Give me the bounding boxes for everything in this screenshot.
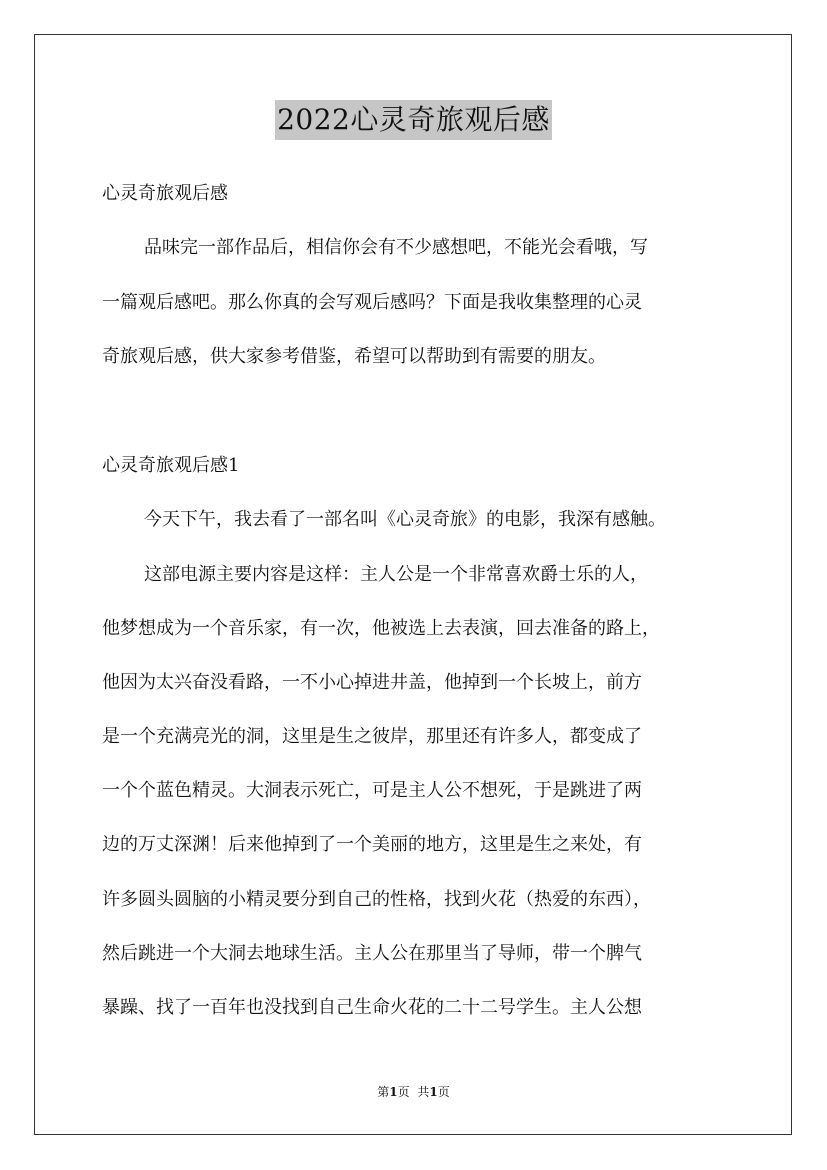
section-heading: 心灵奇旅观后感1 [102, 455, 240, 476]
paragraph-line: 是一个充满亮光的洞，这里是生之彼岸，那里还有许多人，都变成了 [102, 726, 642, 747]
intro-line: 奇旅观后感，供大家参考借鉴，希望可以帮助到有需要的朋友。 [102, 346, 606, 367]
paragraph-line: 然后跳进一个大洞去地球生活。主人公在那里当了导师，带一个脾气 [102, 943, 642, 964]
intro-line: 一篇观后感吧。那么你真的会写观后感吗？下面是我收集整理的心灵 [102, 292, 642, 313]
paragraph-line: 边的万丈深渊！后来他掉到了一个美丽的地方，这里是生之来处，有 [102, 834, 642, 855]
footer-total-suffix: 页 [437, 1085, 450, 1099]
footer-total-number: 1 [429, 1085, 438, 1099]
paragraph-line: 暴躁、找了一百年也没找到自己生命火花的二十二号学生。主人公想 [102, 997, 642, 1018]
paragraph-line: 他因为太兴奋没看路，一不小心掉进井盖，他掉到一个长坡上，前方 [102, 672, 642, 693]
paragraph-line: 一个个蓝色精灵。大洞表示死亡，可是主人公不想死，于是跳进了两 [102, 780, 642, 801]
footer-total-prefix: 共 [417, 1085, 430, 1099]
paragraph-line: 他梦想成为一个音乐家，有一次，他被选上去表演，回去准备的路上， [102, 618, 660, 639]
footer-page-prefix: 第 [377, 1085, 390, 1099]
footer-page-number: 1 [389, 1085, 398, 1099]
title-container [0, 100, 827, 140]
paragraph-line: 这部电源主要内容是这样：主人公是一个非常喜欢爵士乐的人， [144, 564, 648, 585]
document-title: 2022心灵奇旅观后感 [275, 100, 552, 140]
paragraph-line: 今天下午，我去看了一部名叫《心灵奇旅》的电影，我深有感触。 [144, 509, 666, 530]
intro-line: 品味完一部作品后，相信你会有不少感想吧，不能光会看哦，写 [144, 237, 648, 258]
section-heading: 心灵奇旅观后感 [102, 183, 228, 204]
footer-page-suffix: 页 [397, 1085, 410, 1099]
page-footer [0, 1084, 827, 1100]
paragraph-line: 许多圆头圆脑的小精灵要分到自己的性格，找到火花（热爱的东西）， [102, 889, 651, 910]
